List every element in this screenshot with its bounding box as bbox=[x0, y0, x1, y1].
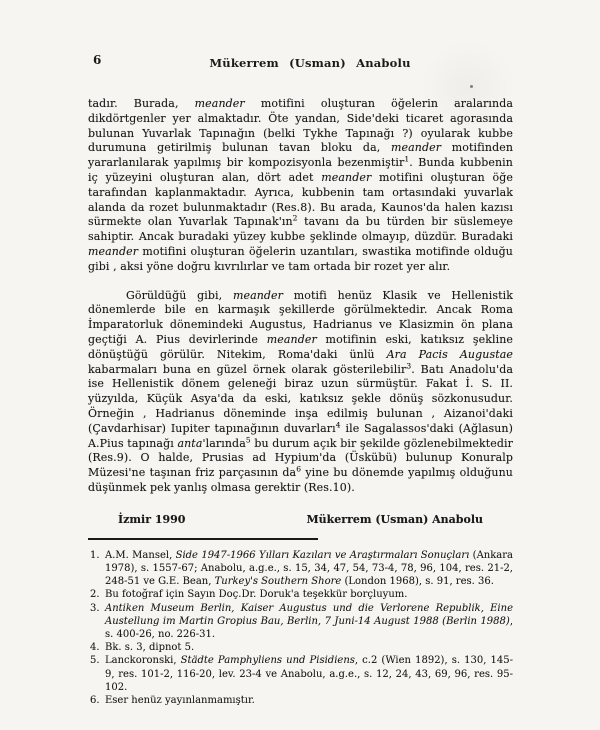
footnote-ref: 2 bbox=[292, 213, 298, 223]
footnote-item bbox=[88, 654, 513, 694]
text-segment: Görüldüğü gibi, bbox=[126, 288, 233, 302]
footnote-text bbox=[105, 641, 513, 654]
footnote-text bbox=[105, 588, 513, 601]
scan-speck bbox=[470, 85, 473, 88]
text-segment: 'larında bbox=[202, 436, 246, 450]
footnote-number: 3. bbox=[90, 602, 100, 614]
text-segment: motifi henüz Klasik ve Hellenistik dönemlerde bile en karmaşık şekillerde görülmektedir. Ancak Roma İmparatorluk dönemindeki Augustus, Hadrianus ve Klasizmin ön plana geçtiği A. Pius devirlerinde bbox=[88, 288, 513, 346]
italic-text-segment: meander bbox=[194, 97, 245, 110]
footnote-item bbox=[88, 588, 513, 601]
italic-text-segment: Turkey's Southern Shore bbox=[214, 576, 342, 588]
text-segment: Bk. s. 3, dipnot 5. bbox=[105, 642, 195, 654]
italic-text-segment: Städte Pamphyliens und Pisidiens bbox=[180, 655, 355, 667]
body-paragraph-1 bbox=[88, 97, 513, 275]
footnote-ref: 6 bbox=[296, 464, 302, 474]
text-segment: tadır. Burada, bbox=[88, 97, 195, 110]
italic-text-segment: Ara Pacis Augustae bbox=[386, 347, 513, 361]
signature-place-date: İzmir 1990 bbox=[118, 512, 186, 526]
text-segment: . Batı Anadolu'da ise Hellenistik dönem geleneği biraz uzun sürmüştür. Fakat İ. S. II. yüzyılda, Küçük Asya'da da eski, katıksız şekle dönüş sözkonusudur. Örneğin , Hadrianus döneminde inşa edilmiş bulunan , Aizanoi'daki (Çavdarhisar) Iupiter tapınağının duvarları bbox=[88, 362, 514, 435]
text-segment: (London 1968), s. 91, res. 36. bbox=[341, 576, 494, 588]
text-segment: Bu fotoğraf için Sayın Doç.Dr. Doruk'a teşekkür borçluyum. bbox=[105, 589, 408, 601]
italic-text-segment: meander bbox=[321, 170, 372, 184]
footnote-number: 2. bbox=[90, 589, 100, 601]
text-segment: motifini oluşturan öğelerin aralarında dikdörtgenler yer almaktadır. Öte yandan, Side'deki ticaret agorasında bulunan Yuvarlak Tapınağın (belki Tykhe Tapınağı ?) oyularak kubbe durumuna getirilmiş bulunan tavan bloku da, bbox=[88, 97, 513, 155]
page-content bbox=[88, 97, 513, 707]
footnote-text bbox=[105, 694, 513, 707]
footnote-item bbox=[88, 549, 513, 589]
footnote-item bbox=[88, 602, 513, 642]
italic-text-segment: meander bbox=[266, 332, 317, 346]
footnote-text bbox=[105, 549, 513, 589]
text-segment: motifinden yararlanılarak yapılmış bir kompozisyonla bezenmiştir bbox=[88, 141, 514, 170]
footnote-number: 1. bbox=[90, 549, 100, 561]
text-segment: (Ankara 1978), s. 1557-67; Anabolu, a.g.e., s. 15, 34, 47, 54, 73-4, 78, 96, 104, res. 21-2, 248-51 ve G.E. Bean, bbox=[105, 549, 513, 588]
signature-row bbox=[88, 513, 513, 526]
text-segment: motifini oluşturan öğe tarafından kaplanmaktadır. Ayrıca, kubbenin tam ortasındaki yuvarlak alanda da rozet bulunmaktadır (Res.8). Bu arada, Kaunos'da halen kazısı sürmekte olan Yuvarlak Tapınak'ın bbox=[88, 170, 513, 229]
text-segment: ile Sagalassos'daki (Ağlasun) A.Pius tapınağı bbox=[88, 421, 513, 450]
italic-text-segment: Antiken Museum Berlin, Kaiser Augustus und die Verlorene Republik, Eine Austellung im Martin Gropius Bau, Berlin, 7 Juni-14 August 1988 (Berlin 1988) bbox=[105, 602, 513, 627]
italic-text-segment: meander bbox=[390, 141, 442, 155]
running-header: Mükerrem (Usman) Anabolu bbox=[209, 56, 411, 70]
text-segment: kabarmaları buna en güzel örnek olarak gösterilebilir bbox=[88, 362, 407, 376]
italic-text-segment: Side 1947-1966 Yılları Kazıları ve Araştırmaları Sonuçları bbox=[175, 549, 470, 561]
footnote-ref: 1 bbox=[404, 154, 410, 164]
text-segment: , c.2 (Wien 1892), s. 130, 145-9, res. 101-2, 116-20, lev. 23-4 ve Anabolu, a.g.e., s. 12, 24, 43, 69, 96, res. 95-102. bbox=[105, 655, 514, 693]
italic-text-segment: meander bbox=[232, 288, 284, 302]
text-segment: yine bu dönemde yapılmış olduğunu düşünmek pek yanlış olmasa gerektir (Res.10). bbox=[88, 466, 513, 494]
text-segment: , s. 400-26, no. 226-31. bbox=[105, 615, 513, 640]
footnote-text bbox=[105, 654, 513, 694]
text-segment: motifinin eski, katıksız şekline dönüştüğü görülür. Nitekim, Roma'daki ünlü bbox=[88, 332, 513, 361]
footnote-separator bbox=[88, 538, 318, 540]
footnote-text bbox=[105, 602, 513, 642]
text-segment: . Bunda kubbenin iç yüzeyini oluşturan alan, dört adet bbox=[88, 156, 513, 184]
italic-text-segment: anta bbox=[177, 436, 203, 450]
footnote-item bbox=[88, 641, 513, 654]
text-segment: tavanı da bu türden bir süslemeye sahiptir. Ancak buradaki yüzey kubbe şeklinde olmayıp, düzdür. Buradaki bbox=[88, 215, 513, 244]
footnote-ref: 4 bbox=[335, 420, 341, 430]
footnote-number: 5. bbox=[90, 655, 100, 667]
footnote-number: 4. bbox=[90, 642, 100, 654]
text-segment: Eser henüz yayınlanmamıştır. bbox=[105, 694, 255, 706]
signature-author: Mükerrem (Usman) Anabolu bbox=[306, 512, 483, 526]
text-segment: bu durum açık bir şekilde gözlenebilmektedir (Res.9). O halde, Prusias ad Hypium'da (Üskübü) bulunup Konuralp Müzesi'ne taşınan friz parçasının da bbox=[88, 436, 513, 480]
footnote-ref: 5 bbox=[245, 434, 251, 444]
italic-text-segment: meander bbox=[88, 244, 139, 258]
text-segment: Lanckoronski, bbox=[105, 655, 181, 667]
page-number: 6 bbox=[93, 53, 102, 67]
text-segment: motifini oluşturan öğelerin uzantıları, swastika motifinde olduğu gibi , aksi yöne doğru kıvrılırlar ve tam ortada bir rozet yer alır. bbox=[88, 244, 513, 273]
footnote-number: 6. bbox=[90, 694, 100, 706]
footnote-item bbox=[88, 694, 513, 707]
body-paragraph-2 bbox=[88, 289, 513, 496]
footnote-ref: 3 bbox=[406, 360, 412, 370]
footnotes-section bbox=[88, 549, 513, 707]
text-segment: A.M. Mansel, bbox=[105, 549, 176, 561]
